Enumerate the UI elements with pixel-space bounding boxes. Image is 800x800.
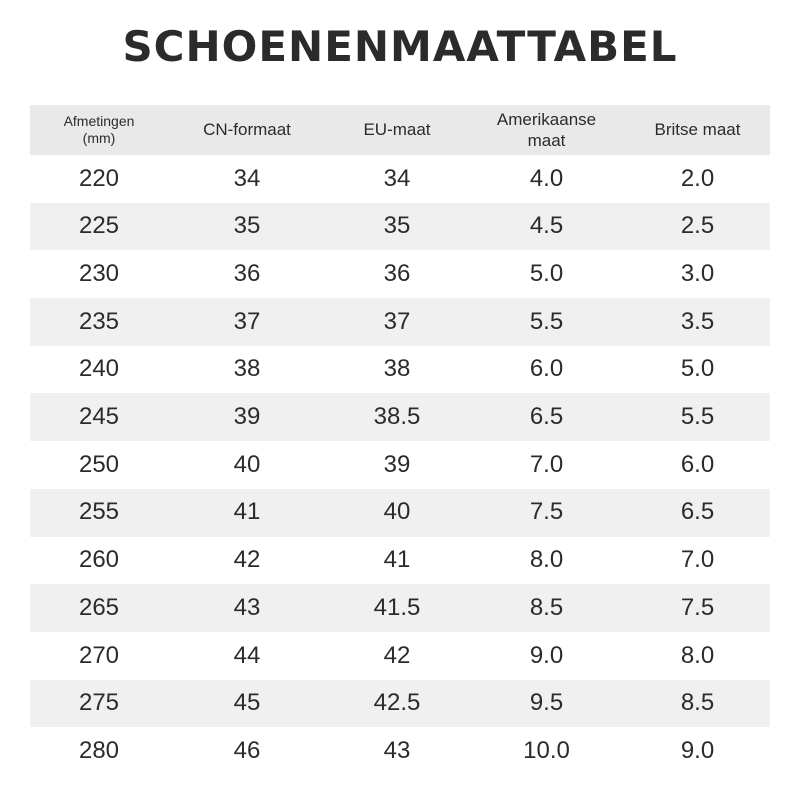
table-row <box>30 250 770 298</box>
cell-uk: 6.0 <box>680 450 715 478</box>
cell-cn: 34 <box>233 164 261 192</box>
header-cell-cn: CN-formaat <box>203 120 291 140</box>
cell-mm: 230 <box>78 260 120 288</box>
cell-eu: 41 <box>383 546 411 574</box>
cell-us: 5.0 <box>529 260 564 288</box>
cell-uk: 8.0 <box>680 641 715 669</box>
cell-us: 6.0 <box>529 355 564 383</box>
table-row <box>30 346 770 394</box>
cell-mm: 260 <box>78 546 120 574</box>
cell-uk: 5.0 <box>680 355 715 383</box>
cell-cn: 44 <box>233 641 261 669</box>
cell-cn: 38 <box>233 355 261 383</box>
cell-mm: 275 <box>78 689 120 717</box>
cell-eu: 36 <box>383 260 411 288</box>
cell-eu: 43 <box>383 736 411 764</box>
cell-us: 7.0 <box>529 450 564 478</box>
cell-cn: 36 <box>233 260 261 288</box>
table-row <box>30 584 770 632</box>
cell-eu: 38.5 <box>373 403 421 431</box>
cell-mm: 255 <box>78 498 120 526</box>
cell-uk: 9.0 <box>680 736 715 764</box>
page-title: SCHOENENMAATTABEL <box>122 22 678 71</box>
cell-cn: 45 <box>233 689 261 717</box>
cell-uk: 6.5 <box>680 498 715 526</box>
cell-uk: 2.5 <box>680 212 715 240</box>
cell-uk: 7.5 <box>680 593 715 621</box>
table-row <box>30 680 770 728</box>
cell-eu: 39 <box>383 450 411 478</box>
table-row <box>30 489 770 537</box>
cell-us: 8.5 <box>529 593 564 621</box>
table-row <box>30 537 770 585</box>
cell-cn: 40 <box>233 450 261 478</box>
cell-uk: 3.0 <box>680 260 715 288</box>
table-row <box>30 155 770 203</box>
cell-cn: 43 <box>233 593 261 621</box>
cell-eu: 38 <box>383 355 411 383</box>
cell-mm: 250 <box>78 450 120 478</box>
cell-cn: 37 <box>233 307 261 335</box>
cell-cn: 42 <box>233 546 261 574</box>
cell-us: 9.5 <box>529 689 564 717</box>
cell-us: 6.5 <box>529 403 564 431</box>
header-cell-afmetingen: Afmetingen (mm) <box>63 112 135 146</box>
cell-mm: 265 <box>78 593 120 621</box>
table-row <box>30 393 770 441</box>
cell-mm: 280 <box>78 736 120 764</box>
cell-uk: 8.5 <box>680 689 715 717</box>
cell-mm: 220 <box>78 164 120 192</box>
table-row <box>30 203 770 251</box>
table-body <box>30 155 770 775</box>
cell-us: 8.0 <box>529 546 564 574</box>
table-row <box>30 727 770 775</box>
size-table <box>30 105 770 775</box>
cell-eu: 42.5 <box>373 689 421 717</box>
cell-mm: 245 <box>78 403 120 431</box>
cell-eu: 37 <box>383 307 411 335</box>
cell-eu: 42 <box>383 641 411 669</box>
cell-cn: 35 <box>233 212 261 240</box>
cell-cn: 46 <box>233 736 261 764</box>
cell-cn: 41 <box>233 498 261 526</box>
cell-mm: 240 <box>78 355 120 383</box>
cell-uk: 2.0 <box>680 164 715 192</box>
table-row <box>30 632 770 680</box>
cell-mm: 225 <box>78 212 120 240</box>
header-cell-uk: Britse maat <box>654 120 741 140</box>
cell-mm: 235 <box>78 307 120 335</box>
cell-us: 4.0 <box>529 164 564 192</box>
table-header-row <box>30 105 770 155</box>
cell-us: 7.5 <box>529 498 564 526</box>
header-cell-eu: EU-maat <box>363 120 431 140</box>
cell-uk: 3.5 <box>680 307 715 335</box>
cell-eu: 35 <box>383 212 411 240</box>
cell-eu: 34 <box>383 164 411 192</box>
cell-us: 4.5 <box>529 212 564 240</box>
table-row <box>30 441 770 489</box>
table-row <box>30 298 770 346</box>
cell-us: 10.0 <box>523 736 570 764</box>
cell-cn: 39 <box>233 403 261 431</box>
cell-uk: 5.5 <box>680 403 715 431</box>
cell-uk: 7.0 <box>680 546 715 574</box>
cell-eu: 40 <box>383 498 411 526</box>
cell-mm: 270 <box>78 641 120 669</box>
cell-us: 9.0 <box>529 641 564 669</box>
header-cell-us: Amerikaanse maat <box>496 109 597 150</box>
cell-us: 5.5 <box>529 307 564 335</box>
cell-eu: 41.5 <box>373 593 421 621</box>
